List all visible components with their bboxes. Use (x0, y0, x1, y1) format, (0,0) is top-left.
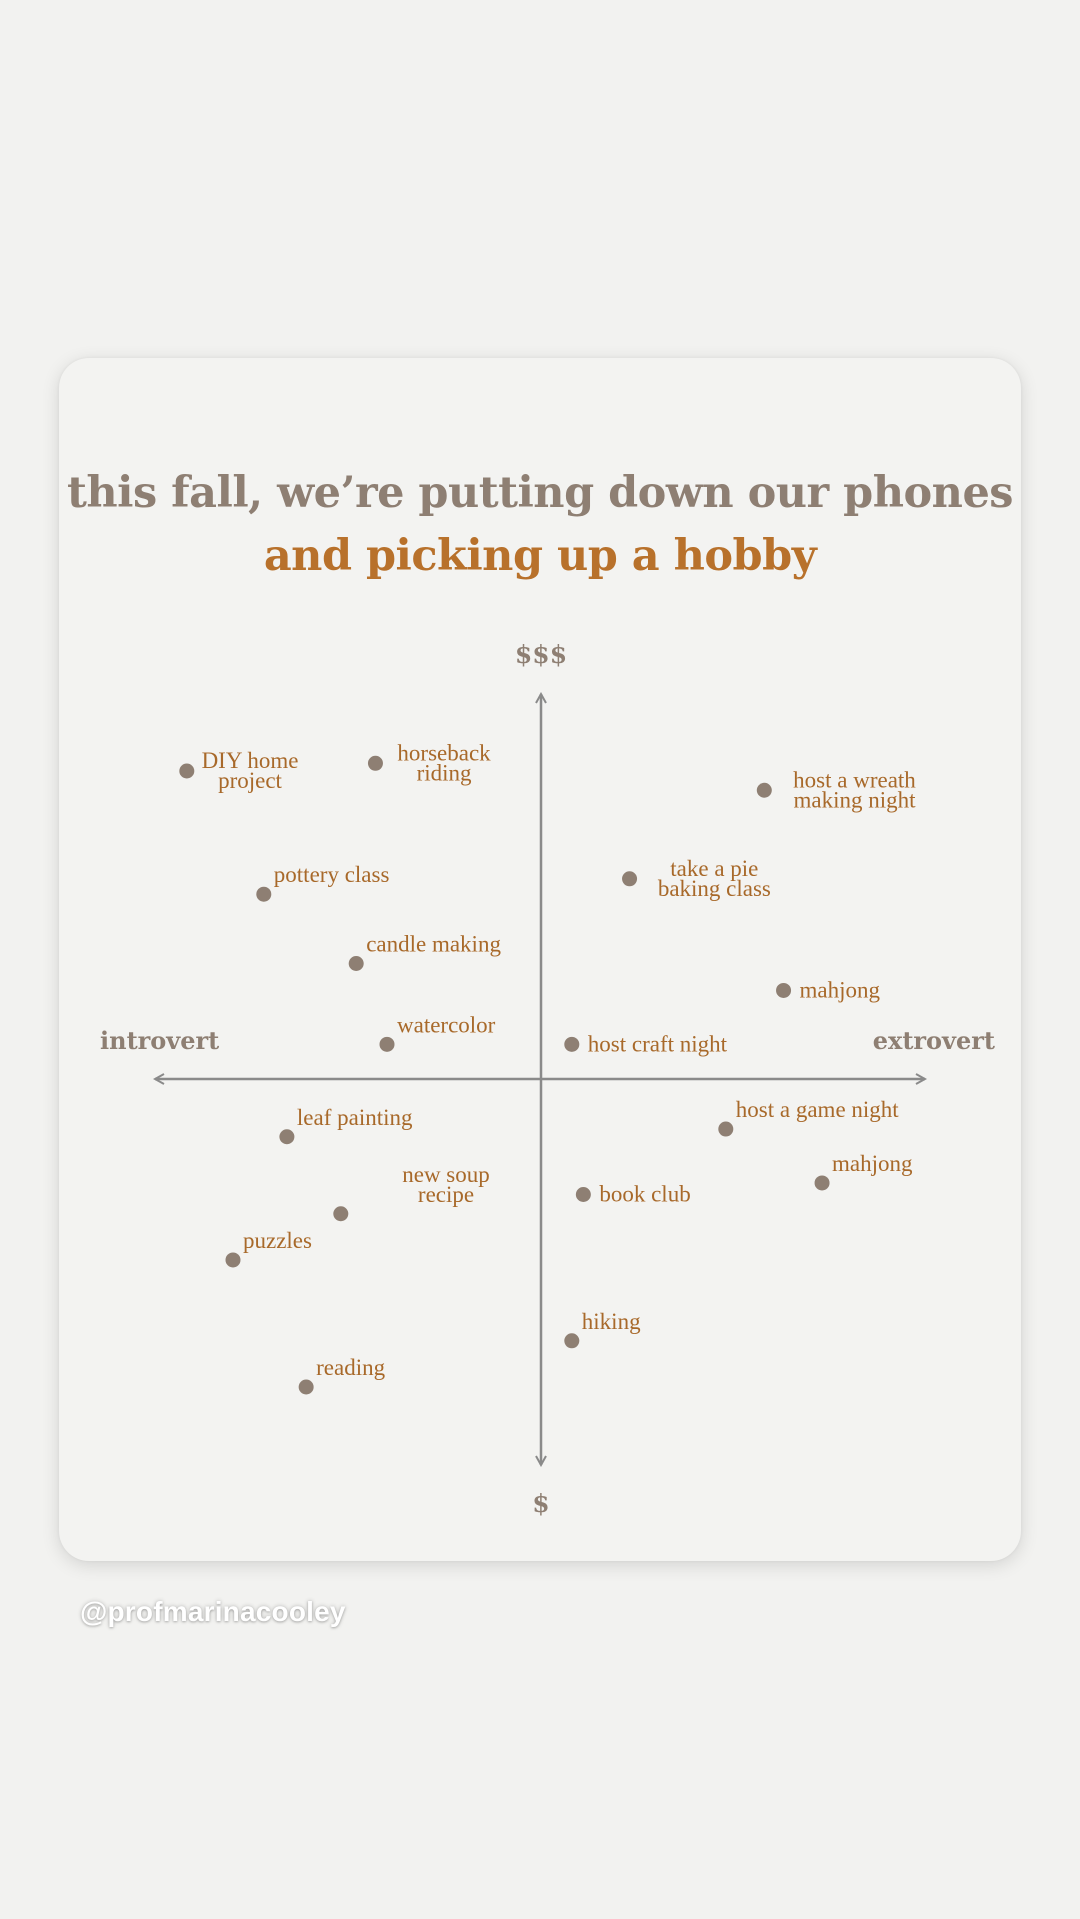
data-point-dot (380, 1037, 395, 1052)
data-point-label: hiking (581, 1308, 641, 1334)
data-point-dot (256, 887, 271, 902)
y-axis-top-label: $$$ (514, 640, 568, 669)
data-point-dot (718, 1122, 733, 1137)
y-axis-bottom-label: $ (532, 1489, 550, 1518)
data-point-label: book club (599, 1181, 691, 1207)
data-point-label: leaf painting (296, 1104, 413, 1130)
data-point-dot (299, 1380, 314, 1395)
x-axis-left-label: introvert (100, 1026, 220, 1055)
data-point-dot (815, 1175, 830, 1190)
data-point-dot (349, 956, 364, 971)
data-point-label: watercolor (397, 1012, 496, 1038)
data-point-dot (179, 764, 194, 779)
data-point-label: mahjong (832, 1150, 913, 1176)
data-point-dot (564, 1333, 579, 1348)
data-point-label: mahjong (799, 977, 881, 1003)
title-line-2: and picking up a hobby (263, 531, 817, 581)
data-point-label: host craft night (587, 1031, 728, 1057)
data-point-label: reading (316, 1355, 386, 1380)
data-point-label: pottery class (273, 862, 390, 888)
data-point-dot (564, 1037, 579, 1052)
points-layer (179, 740, 916, 1394)
data-point-dot (776, 983, 791, 998)
data-point-label: take a pie baking class (657, 855, 771, 901)
x-axis-right-label: extrovert (872, 1026, 995, 1055)
data-point-label: new soup recipe (402, 1161, 490, 1207)
title-line-1: this fall, we’re putting down our phones (66, 468, 1014, 518)
data-point-dot (333, 1206, 348, 1221)
data-point-label: candle making (366, 931, 501, 957)
data-point-label: puzzles (243, 1227, 312, 1253)
data-point-dot (226, 1252, 241, 1267)
data-point-label: DIY home project (201, 748, 299, 793)
creator-handle: @profmarinacooley (80, 1596, 346, 1627)
data-point-dot (757, 783, 772, 798)
data-point-dot (622, 871, 637, 886)
data-point-label: horseback riding (397, 740, 491, 786)
data-point-dot (576, 1187, 591, 1202)
data-point-label: host a game night (735, 1097, 899, 1123)
data-point-label: host a wreath making night (793, 767, 916, 813)
data-point-dot (279, 1129, 294, 1144)
data-point-dot (368, 756, 383, 771)
